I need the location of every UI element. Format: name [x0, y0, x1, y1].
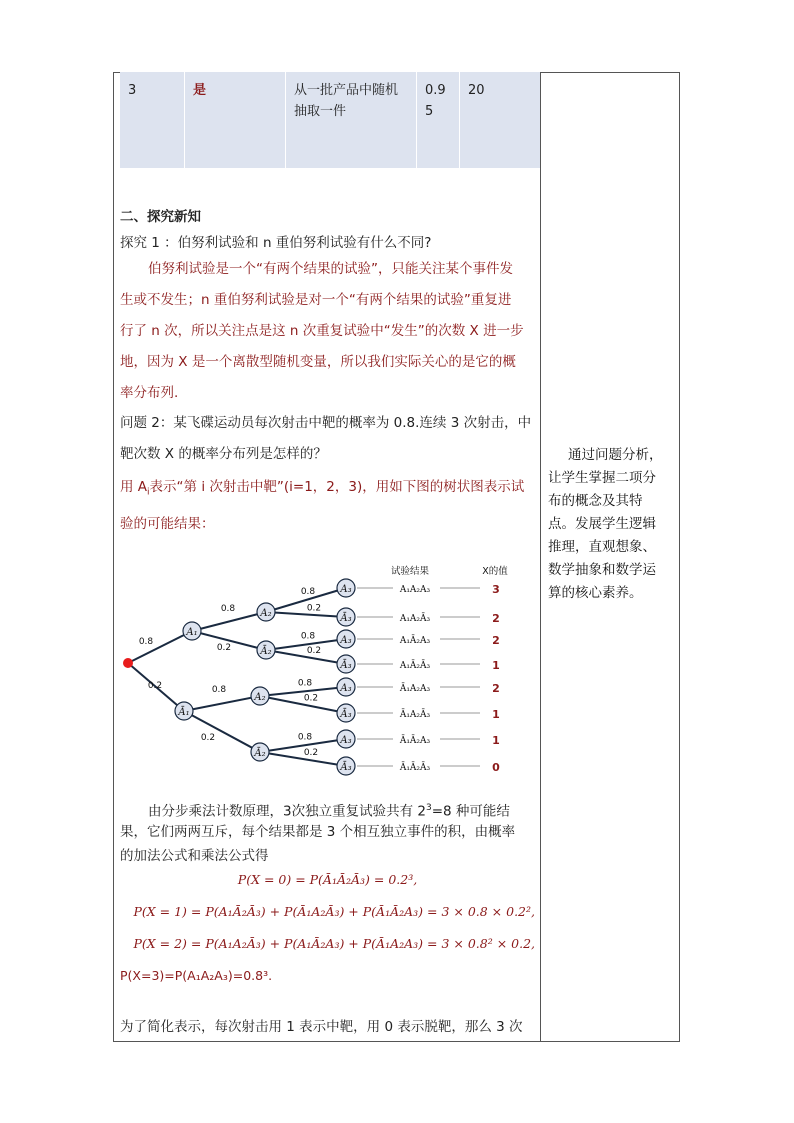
x-value: 3	[492, 583, 500, 596]
node-level2-label: A₂	[260, 608, 272, 619]
prob-label: 0.2	[303, 748, 319, 758]
node-level3-label: A₃	[340, 735, 352, 746]
node-level2-label: Ā₂	[260, 646, 272, 657]
side-note: 通过问题分析， 让学生掌握二项分 布的概念及其特 点。发展学生逻辑 推理，直观想象、 数学抽象和数学运 算的核心素养。	[548, 447, 663, 601]
result-label: Ā₁Ā₂A₃	[399, 736, 431, 746]
node-level3-label: A₃	[340, 584, 352, 595]
prob-label: 0.8	[138, 637, 154, 647]
row-index: 3	[120, 72, 185, 168]
explanation: 由分步乘法计数原理，3次独立重复试验共有 $2^3=8$ 种可能结	[148, 803, 510, 820]
column-divider	[540, 72, 541, 1042]
probability-tree-diagram	[118, 556, 538, 781]
node-level3-label: A₃	[340, 683, 352, 694]
section-heading: 二、探究新知	[120, 209, 201, 225]
problem-2: 问题 2：某飞碟运动员每次射击中靶的概率为 0.8.连续 3 次射击，中 靶次数 X 的概率分布列是怎样的？	[120, 415, 532, 462]
explore-answer: 伯努利试验是一个“有两个结果的试验”，只能关注某个事件发 生或不发生；n 重伯努利试验是对一个“有两个结果的试验”重复进 行了 n 次，所以关注点是这 n 次重复试验中“发生”的次数 X 进一步 地，因为 X 是一个离散型随机变量，所以我们实际关心的是它的概 率分布列.	[120, 261, 524, 401]
node-level3-label: Ā₃	[340, 613, 352, 624]
node-level1-label: A₁	[186, 627, 198, 638]
node-level3-label: Ā₃	[340, 709, 352, 720]
result-label: Ā₁A₂A₃	[399, 684, 431, 694]
result-label: A₁A₂Ā₃	[399, 614, 431, 624]
tree-edge-l2-0	[192, 612, 266, 631]
formula-x1: P(X = 1) = P(A₁Ā₂Ā₃) + P(Ā₁A₂Ā₃) + P(Ā₁Ā₂A₃) = 3 × 0.8 × 0.2²,	[133, 904, 535, 919]
result-label: A₁Ā₂Ā₃	[399, 661, 431, 671]
node-level3-label: A₃	[340, 635, 352, 646]
result-label: Ā₁Ā₂Ā₃	[399, 763, 431, 773]
x-value: 1	[492, 659, 500, 672]
row-probability: 0.9 5	[417, 72, 460, 168]
node-level1-label: Ā₁	[178, 707, 190, 718]
prob-label: 0.2	[200, 733, 216, 743]
x-value: 2	[492, 682, 500, 695]
node-level2-label: Ā₂	[254, 748, 266, 759]
prob-label: 0.8	[297, 678, 313, 689]
explanation-cont: 果，它们两两互斥，每个结果都是 3 个相互独立事件的积，由概率 的加法公式和乘法公式得	[120, 824, 516, 864]
prob-label: 0.2	[306, 603, 322, 614]
prob-label: 0.8	[220, 604, 236, 614]
row-experiment: 从一批产品中随机 抽取一件	[286, 72, 417, 168]
result-label: A₁A₂A₃	[399, 585, 431, 595]
prob-label: 0.2	[147, 681, 163, 691]
prob-label: 0.8	[300, 631, 316, 642]
x-value: 1	[492, 734, 500, 747]
formula-x3: P(X=3)=P(A₁A₂A₃)=0.8³.	[120, 968, 273, 983]
node-level3-label: Ā₃	[340, 660, 352, 671]
tree-edge-l1-0	[128, 631, 192, 663]
prob-label: 0.2	[306, 646, 322, 656]
node-level3-label: Ā₃	[340, 762, 352, 773]
prob-label: 0.2	[216, 643, 232, 653]
x-value: 0	[492, 761, 500, 774]
formula-x0: P(X = 0) = P(Ā₁Ā₂Ā₃) = 0.2³,	[237, 872, 418, 887]
x-value: 2	[492, 612, 500, 625]
root-node	[123, 658, 133, 668]
tree-edge-l2-3	[184, 711, 260, 752]
result-label: A₁Ā₂A₃	[399, 636, 431, 646]
row-is-bernoulli: 是	[185, 72, 286, 168]
last-line: 为了简化表示，每次射击用 1 表示中靶，用 0 表示脱靶，那么 3 次	[120, 1019, 523, 1035]
prob-label: 0.2	[303, 693, 319, 704]
prob-label: 0.8	[297, 732, 313, 743]
result-label: Ā₁A₂Ā₃	[399, 710, 431, 720]
formula-x2: P(X = 2) = P(A₁A₂Ā₃) + P(A₁Ā₂A₃) + P(Ā₁A₂A₃) = 3 × 0.8² × 0.2,	[133, 936, 535, 951]
tree-edge-l2-2	[184, 696, 260, 711]
explore-question: 探究 1 ：伯努利试验和 n 重伯努利试验有什么不同?	[120, 235, 432, 251]
x-value: 2	[492, 634, 500, 647]
tree-header-result: 试验结果	[390, 566, 430, 577]
x-value: 1	[492, 708, 500, 721]
prob-label: 0.8	[211, 685, 227, 695]
node-level2-label: A₂	[254, 692, 266, 703]
notation-intro: 用 $A_i$表示“第 i 次射击中靶”(i=1，2，3)，用如下图的树状图表示试 验的可能结果：	[120, 479, 525, 532]
row-n: 20	[468, 83, 485, 98]
table-row	[120, 72, 540, 168]
tree-header-x: X的值	[482, 566, 508, 577]
prob-label: 0.8	[300, 587, 316, 597]
